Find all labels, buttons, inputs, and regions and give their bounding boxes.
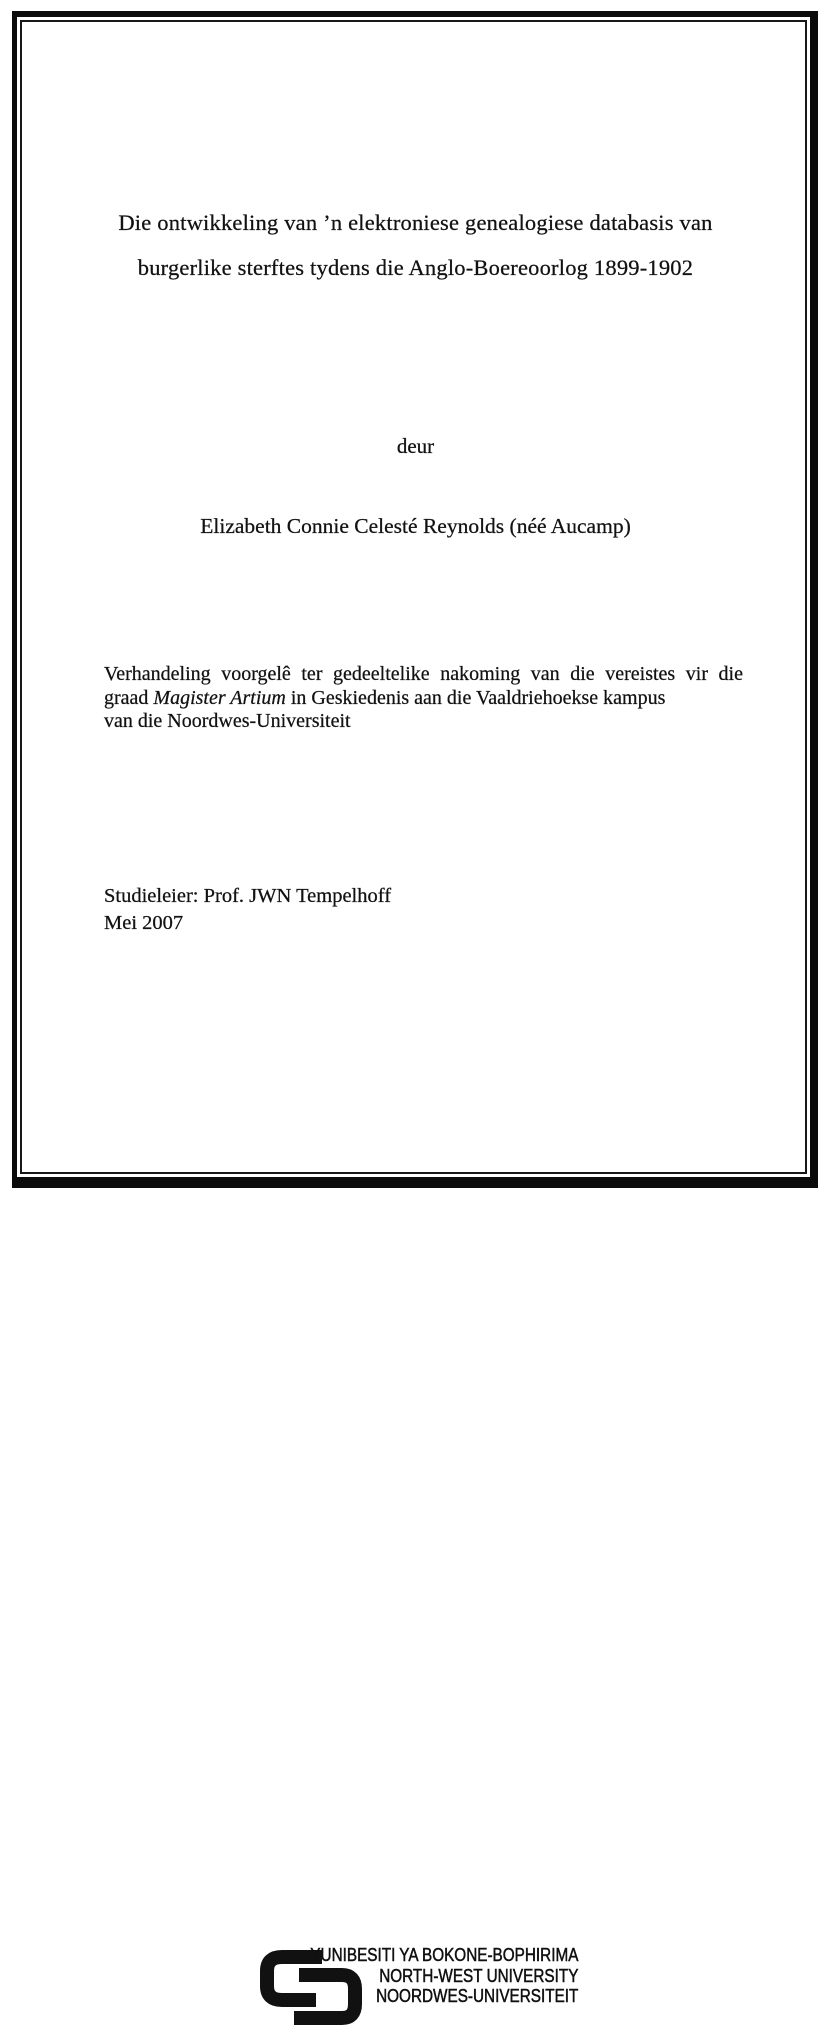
thesis-statement (104, 663, 743, 734)
supervisor-block (104, 883, 391, 937)
byline-label: deur (396, 434, 435, 458)
logo-line-setswana: YUNIBESITI YA BOKONE-BOPHIRIMA (309, 1945, 578, 1965)
page-title (0, 200, 831, 290)
statement-line-3: van die Noordwes-Universiteit (104, 710, 351, 732)
logo-wordmark (310, 1945, 578, 2007)
statement-line-2-post: in Geskiedenis aan die Vaaldriehoekse kampus (285, 686, 666, 709)
logo-line-afrikaans: NOORDWES-UNIVERSITEIT (375, 1986, 578, 2006)
statement-line-1: Verhandeling voorgelê ter gedeeltelike nakoming van die vereistes vir die (104, 663, 743, 685)
author-name: Elizabeth Connie Celesté Reynolds (néé Aucamp) (200, 514, 631, 538)
statement-line-2 (104, 687, 743, 711)
degree-name: Magister Artium (153, 686, 286, 709)
university-logo (0, 970, 831, 2006)
logo-line-english: NORTH-WEST UNIVERSITY (378, 1965, 578, 1986)
supervisor-line: Studieleier: Prof. JWN Tempelhoff (104, 885, 392, 907)
title-line-2: burgerlike sterftes tydens die Anglo-Boereoorlog 1899-1902 (137, 255, 694, 280)
statement-line-2-pre: graad (104, 686, 154, 709)
date-line: Mei 2007 (104, 912, 184, 934)
title-line-1: Die ontwikkeling van ’n elektroniese genealogiese databasis van (118, 210, 713, 235)
